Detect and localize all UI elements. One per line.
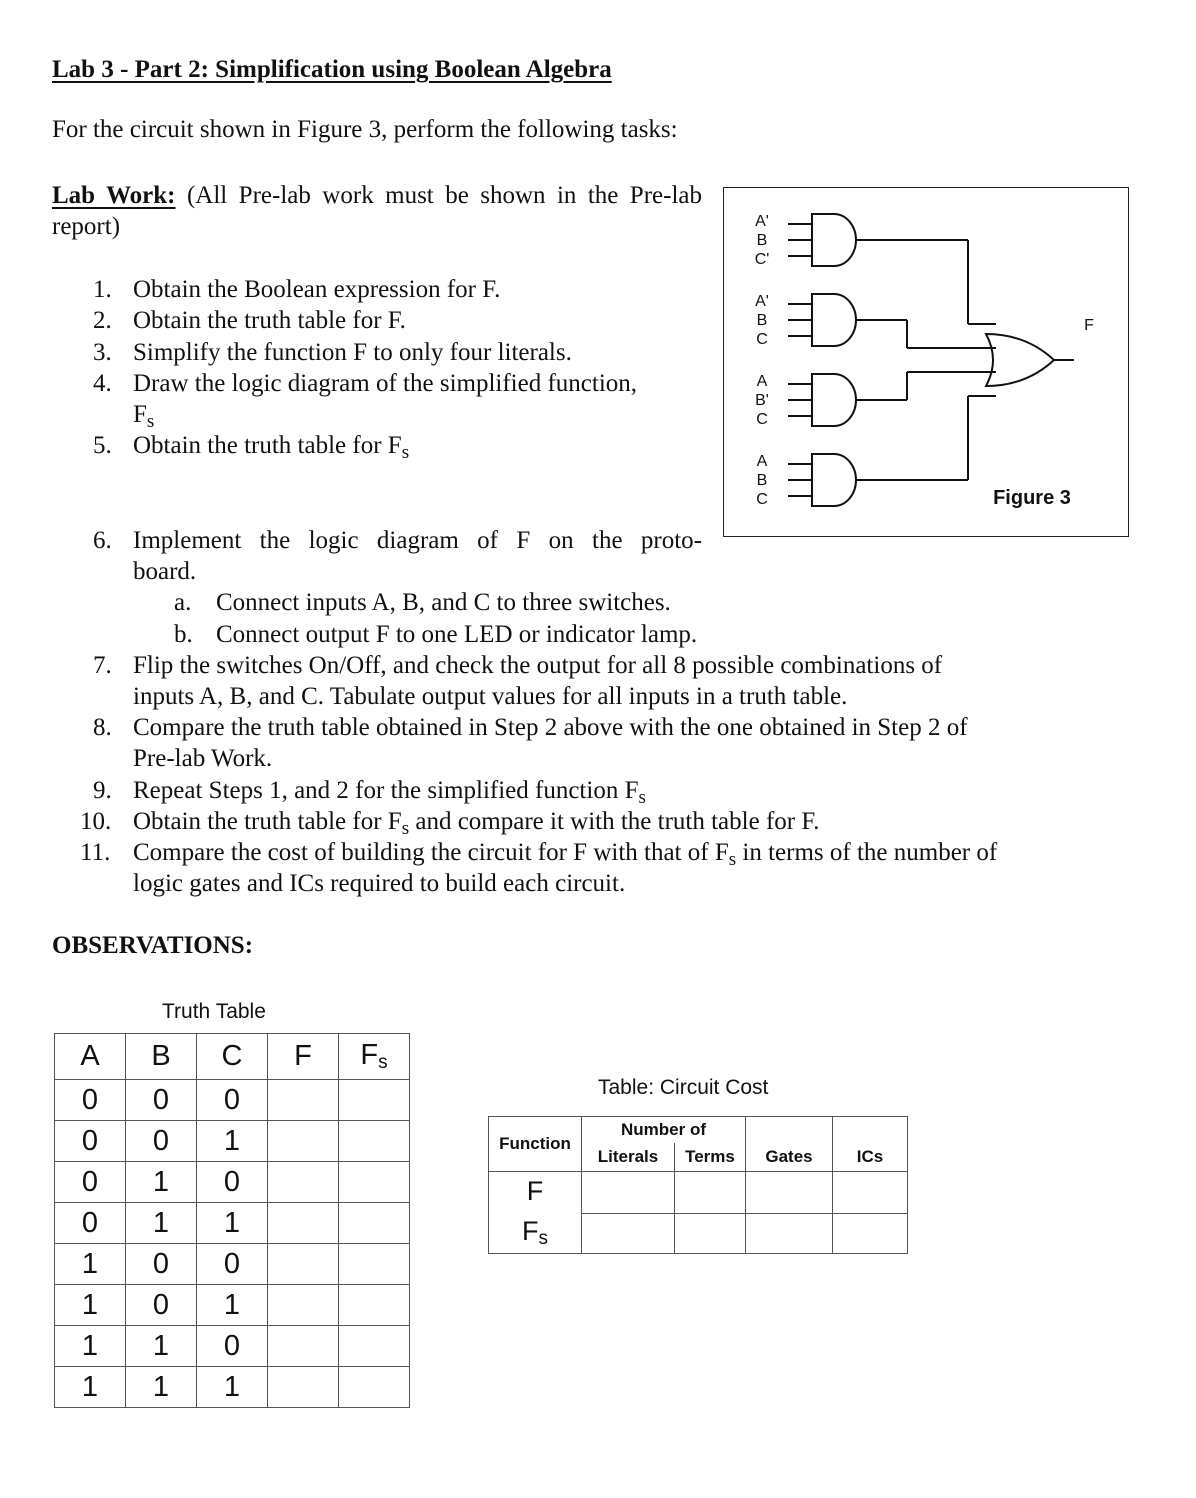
step-4: 4. Draw the logic diagram of the simplified function, <box>93 370 638 397</box>
truth-table-header <box>55 1034 410 1080</box>
number-of-header: Number of <box>582 1117 746 1144</box>
figure-caption: Figure 3 <box>993 487 1071 509</box>
terms-cell[interactable] <box>675 1213 746 1254</box>
cost-table-caption: Table: Circuit Cost <box>598 1076 769 1099</box>
f-cell[interactable] <box>268 1244 339 1285</box>
step-11: 11. Compare the cost of building the circuit for F with that of $F_s$ in terms of the number of <box>80 839 998 870</box>
fs-cell[interactable] <box>339 1162 410 1203</box>
ics-cell[interactable] <box>833 1172 908 1214</box>
terms-header: Terms <box>675 1143 746 1172</box>
fs-cell[interactable] <box>339 1326 410 1367</box>
intro-text: For the circuit shown in Figure 3, perform the following tasks: <box>52 116 678 143</box>
logic-circuit-diagram <box>724 188 1127 535</box>
fs-cell[interactable] <box>339 1244 410 1285</box>
table-row <box>489 1213 908 1254</box>
step-1: 1. Obtain the Boolean expression for F. <box>93 276 501 303</box>
step-8: 8. Compare the truth table obtained in Step 2 above with the one obtained in Step 2 of <box>93 714 968 741</box>
step-8-continuation: Pre-lab Work. <box>133 745 273 772</box>
step-10: 10. Obtain the truth table for $F_s$ and compare it with the truth table for F. <box>80 808 820 839</box>
gate-2-input-2: B <box>756 312 768 329</box>
header-fs: Fs <box>339 1034 410 1080</box>
table-row: 1 1 0 <box>55 1326 410 1367</box>
step-6: 6. Implement the logic diagram of F on the proto- <box>93 527 702 554</box>
gate-2-input-3: C <box>756 331 768 348</box>
step-3: 3. Simplify the function F to only four literals. <box>93 339 572 366</box>
step-6-continuation: board. <box>133 558 197 585</box>
page-title: Lab 3 - Part 2: Simplification using Boolean Algebra <box>52 56 612 83</box>
step-7: 7. Flip the switches On/Off, and check the output for all 8 possible combinations of <box>93 652 943 679</box>
f-cell[interactable] <box>268 1326 339 1367</box>
step-6b: b. Connect output F to one LED or indicator lamp. <box>174 621 698 648</box>
gate-4-input-1: A <box>756 453 768 470</box>
f-cell[interactable] <box>268 1285 339 1326</box>
literals-cell[interactable] <box>582 1172 675 1214</box>
f-cell[interactable] <box>268 1162 339 1203</box>
cost-row-f-label: F <box>489 1172 582 1214</box>
table-row: 1 0 0 <box>55 1244 410 1285</box>
step-2: 2. Obtain the truth table for F. <box>93 307 406 334</box>
and-gate-3 <box>788 374 907 426</box>
gates-header: Gates <box>746 1143 833 1172</box>
gate-1-input-2: B <box>756 232 768 249</box>
fs-cell[interactable] <box>339 1285 410 1326</box>
cost-row-fs-label: Fs <box>489 1213 582 1254</box>
f-cell[interactable] <box>268 1080 339 1121</box>
step-11-continuation: logic gates and ICs required to build each circuit. <box>133 870 626 897</box>
and-gate-4 <box>788 454 968 506</box>
step-9: 9. Repeat Steps 1, and 2 for the simplified function $F_s$ <box>93 777 646 808</box>
truth-table <box>54 1033 410 1408</box>
lab-work-heading <box>52 180 702 242</box>
gate-1-input-1: A' <box>755 213 769 230</box>
lab-work-note: (All Pre-lab work must be shown in the Pre-lab report) <box>52 182 703 240</box>
f-cell[interactable] <box>268 1203 339 1244</box>
table-row: 0 0 0 <box>55 1080 410 1121</box>
literals-cell[interactable] <box>582 1213 675 1254</box>
table-row: 0 1 0 <box>55 1162 410 1203</box>
f-cell[interactable] <box>268 1121 339 1162</box>
gate-4-input-2: B <box>756 472 768 489</box>
fs-cell[interactable] <box>339 1080 410 1121</box>
truth-table-caption: Truth Table <box>162 1000 266 1023</box>
and-gate-1 <box>788 214 968 266</box>
and-gate-2 <box>788 294 907 346</box>
step-4-continuation: $F_s$ <box>133 401 155 432</box>
table-row: 1 1 1 <box>55 1367 410 1408</box>
or-gate <box>986 334 1054 386</box>
gate-4-input-3: C <box>756 491 768 508</box>
gate-2-input-1: A' <box>755 293 769 310</box>
cost-table <box>488 1116 908 1254</box>
fs-cell[interactable] <box>339 1367 410 1408</box>
figure-output-label: F <box>1084 317 1094 334</box>
gate-1-input-3: C' <box>754 251 770 268</box>
observations-heading: OBSERVATIONS: <box>52 932 254 959</box>
table-row: 1 0 1 <box>55 1285 410 1326</box>
gates-cell[interactable] <box>746 1213 833 1254</box>
gate-3-input-2: B' <box>755 392 769 409</box>
fs-cell[interactable] <box>339 1121 410 1162</box>
or-gate-wiring <box>907 240 996 480</box>
gate-3-input-3: C <box>756 411 768 428</box>
fs-cell[interactable] <box>339 1203 410 1244</box>
function-header: Function <box>489 1117 582 1172</box>
figure-3 <box>723 187 1129 537</box>
ics-header: ICs <box>833 1143 908 1172</box>
step-7-continuation: inputs A, B, and C. Tabulate output values for all inputs in a truth table. <box>133 683 848 710</box>
gate-3-input-1: A <box>756 373 768 390</box>
header-b: B <box>126 1034 197 1080</box>
lab-work-label: Lab Work: <box>52 182 176 209</box>
header-f: F <box>268 1034 339 1080</box>
table-row <box>489 1172 908 1214</box>
step-5: 5. Obtain the truth table for $F_s$ <box>93 432 410 463</box>
ics-cell[interactable] <box>833 1213 908 1254</box>
header-a: A <box>55 1034 126 1080</box>
step-6a: a. Connect inputs A, B, and C to three switches. <box>174 589 671 616</box>
header-c: C <box>197 1034 268 1080</box>
table-row: 0 1 1 <box>55 1203 410 1244</box>
literals-header: Literals <box>582 1143 675 1172</box>
gates-cell[interactable] <box>746 1172 833 1214</box>
f-cell[interactable] <box>268 1367 339 1408</box>
terms-cell[interactable] <box>675 1172 746 1214</box>
table-row: 0 0 1 <box>55 1121 410 1162</box>
